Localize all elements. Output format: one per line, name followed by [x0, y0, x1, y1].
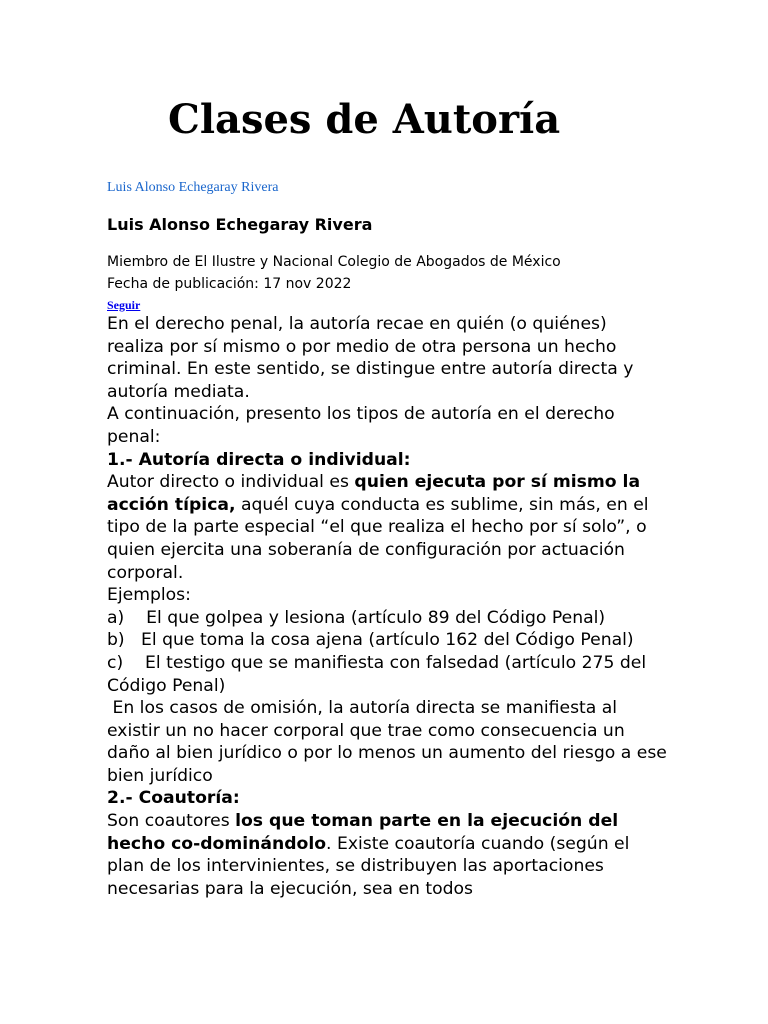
publication-date: Fecha de publicación: 17 nov 2022: [107, 276, 352, 292]
section-2-heading: 2.- Coautoría:: [107, 788, 240, 809]
author-link[interactable]: Luis Alonso Echegaray Rivera: [107, 180, 279, 195]
examples-label: Ejemplos:: [107, 585, 191, 606]
section-2-paragraph: Son coautores los que toman parte en la ejecución del hecho co-dominándolo. Existe coautoría cuando (según el plan de los intervinientes, se distribuyen las aportaciones necesarias para la ejecución, sea en todos: [107, 811, 630, 899]
omission-paragraph: En los casos de omisión, la autoría directa se manifiesta al existir un no hacer corporal que trae como consecuencia un daño al bien jurídico o por lo menos un aumento del riesgo a ese bien jurídico: [107, 698, 673, 786]
article-body: [107, 313, 673, 900]
member-line: Miembro de El Ilustre y Nacional Colegio de Abogados de México: [107, 254, 561, 270]
follow-link[interactable]: Seguir: [107, 298, 141, 312]
author-meta: [107, 251, 561, 295]
section-1-paragraph: Autor directo o individual es quien ejecuta por sí mismo la acción típica, aquél cuya conducta es sublime, sin más, en el tipo de la parte especial “el que realiza el hecho por sí solo”, o quien ejercita una soberanía de configuración por actuación corporal.: [107, 472, 649, 583]
section-1-heading: 1.- Autoría directa o individual:: [107, 449, 411, 470]
example-c: c) El testigo que se manifiesta con falsedad (artículo 275 del Código Penal): [107, 652, 652, 696]
author-name: Luis Alonso Echegaray Rivera: [107, 215, 373, 234]
types-intro-paragraph: A continuación, presento los tipos de autoría en el derecho penal:: [107, 404, 615, 447]
example-a: a) El que golpea y lesiona (artículo 89 del Código Penal): [107, 607, 606, 628]
document-title: Clases de Autoría: [168, 96, 561, 143]
example-b: b) El que toma la cosa ajena (artículo 162 del Código Penal): [107, 630, 634, 651]
intro-paragraph: En el derecho penal, la autoría recae en quién (o quiénes) realiza por sí mismo o por medio de otra persona un hecho criminal. En este sentido, se distingue entre autoría directa y autoría mediata.: [107, 314, 634, 402]
